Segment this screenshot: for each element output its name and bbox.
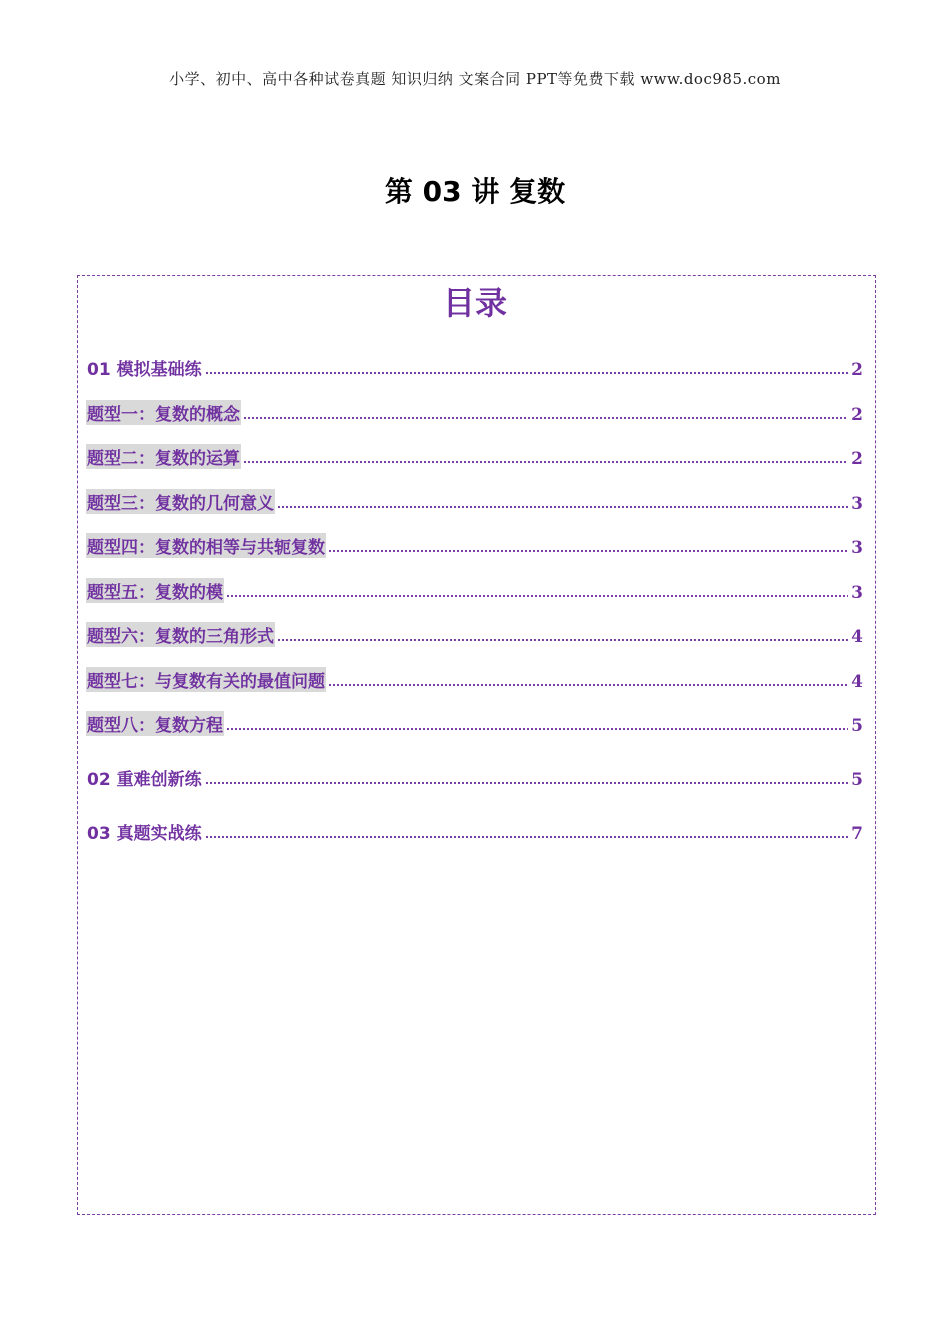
toc-entry-page: 3: [851, 583, 863, 603]
toc-entry-page: 5: [851, 770, 863, 790]
toc-entry-type-8[interactable]: [86, 712, 863, 736]
toc-entry-page: 3: [851, 494, 863, 514]
toc-leader-dots: [277, 638, 848, 642]
toc-leader-dots: [277, 505, 848, 509]
toc-leader-dots: [205, 835, 849, 839]
toc-entry-label: 03 真题实战练: [87, 824, 202, 844]
toc-leader-dots: [243, 416, 848, 420]
toc-entry-page: 4: [851, 672, 863, 692]
toc-entry-section-02[interactable]: [86, 766, 863, 790]
toc-leader-dots: [205, 781, 849, 785]
toc-entry-label: 题型五：复数的模: [86, 578, 224, 603]
toc-entry-page: 2: [851, 449, 863, 469]
toc-entry-page: 4: [851, 627, 863, 647]
toc-entry-type-7[interactable]: [86, 668, 863, 692]
toc-entry-section-01[interactable]: [86, 356, 863, 380]
toc-leader-dots: [328, 683, 848, 687]
toc-entry-type-6[interactable]: [86, 623, 863, 647]
toc-leader-dots: [226, 594, 848, 598]
toc-entry-label: 题型四：复数的相等与共轭复数: [86, 533, 326, 558]
toc-entry-label: 01 模拟基础练: [87, 360, 202, 380]
page-header: 小学、初中、高中各种试卷真题 知识归纳 文案合同 PPT等免费下载 www.doc985.com: [169, 70, 781, 88]
toc-entry-label: 题型六：复数的三角形式: [86, 622, 275, 647]
toc-heading: 目录: [442, 284, 507, 322]
toc-entry-section-03[interactable]: [86, 820, 863, 844]
toc-entry-label: 题型八：复数方程: [86, 711, 224, 736]
toc-entry-type-2[interactable]: [86, 445, 863, 469]
toc-entry-page: 7: [851, 824, 863, 844]
toc-entry-type-4[interactable]: [86, 534, 863, 558]
toc-entry-type-1[interactable]: [86, 401, 863, 425]
document-title: 第 03 讲 复数: [384, 175, 566, 208]
toc-entry-label: 题型七：与复数有关的最值问题: [86, 667, 326, 692]
toc-entry-page: 5: [851, 716, 863, 736]
toc-leader-dots: [328, 549, 848, 553]
toc-entry-type-5[interactable]: [86, 579, 863, 603]
toc-entry-page: 3: [851, 538, 863, 558]
toc-entry-label: 题型二：复数的运算: [86, 444, 241, 469]
toc-leader-dots: [205, 371, 849, 375]
toc-entry-label: 题型三：复数的几何意义: [86, 489, 275, 514]
toc-entry-page: 2: [851, 405, 863, 425]
toc-leader-dots: [226, 727, 848, 731]
toc-entry-type-3[interactable]: [86, 490, 863, 514]
toc-entry-page: 2: [851, 360, 863, 380]
toc-leader-dots: [243, 460, 848, 464]
toc-entry-label: 02 重难创新练: [87, 770, 202, 790]
toc-entry-label: 题型一：复数的概念: [86, 400, 241, 425]
